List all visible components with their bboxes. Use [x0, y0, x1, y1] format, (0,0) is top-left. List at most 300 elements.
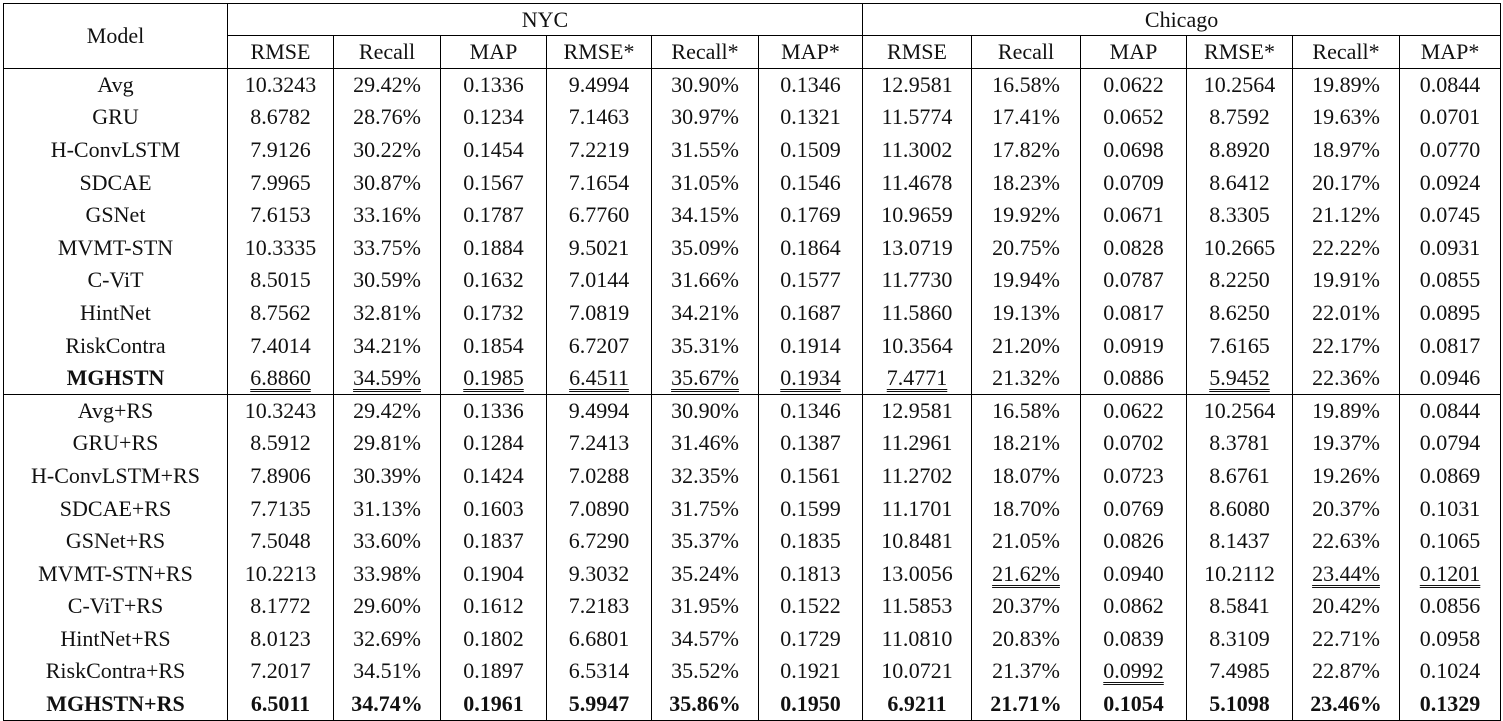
metric-value: 18.07%: [992, 462, 1060, 488]
metric-value-cell: [759, 427, 863, 460]
metric-value-cell: [1293, 557, 1400, 590]
metric-value: 8.5015: [250, 267, 311, 293]
metric-value-cell: [228, 69, 334, 102]
metric-value: 6.4511: [569, 364, 629, 390]
metric-value: 7.2183: [568, 593, 630, 619]
metric-value: 18.70%: [992, 495, 1060, 521]
metric-value: 0.0826: [1103, 528, 1164, 554]
metric-value-cell: [228, 101, 334, 134]
metric-value-cell: [1081, 231, 1187, 264]
metric-value-cell: [334, 394, 441, 427]
metric-value: 0.1921: [780, 658, 841, 684]
metric-value: 19.63%: [1312, 104, 1380, 130]
metric-value: 0.0622: [1103, 72, 1164, 98]
metric-value: 7.7135: [250, 495, 311, 521]
metric-value-cell: [1187, 264, 1293, 297]
metric-value: 0.0701: [1419, 104, 1481, 130]
metric-value: 23.46%: [1310, 690, 1382, 716]
table-row: [4, 101, 1501, 134]
metric-value-cell: [334, 492, 441, 525]
metric-value-cell: [334, 362, 441, 395]
metric-value-cell: [1400, 460, 1501, 493]
table-row: [4, 525, 1501, 558]
metric-value: 20.17%: [1312, 169, 1380, 195]
metric-value-cell: [863, 231, 972, 264]
table-row: [4, 394, 1501, 427]
metric-value: 8.6782: [250, 104, 311, 130]
metric-value: 0.0671: [1103, 202, 1164, 228]
metric-value-cell: [1293, 134, 1400, 167]
metric-value: 0.1612: [463, 593, 524, 619]
metric-value-cell: [228, 623, 334, 656]
metric-value-cell: [334, 199, 441, 232]
metric-value: 35.52%: [671, 658, 739, 684]
metric-value-cell: [547, 394, 652, 427]
metric-value: 13.0056: [881, 560, 953, 586]
metric-header: RMSE: [863, 36, 972, 69]
metric-value-cell: [228, 427, 334, 460]
metric-value-cell: [652, 69, 759, 102]
metric-value: 0.1336: [463, 397, 524, 423]
metric-value-cell: [1293, 264, 1400, 297]
metric-value-cell: [547, 101, 652, 134]
metric-value: 0.1802: [463, 625, 524, 651]
metric-value: 0.1864: [780, 234, 841, 260]
metric-value: 0.1201: [1419, 560, 1481, 586]
metric-value: 20.42%: [1312, 593, 1380, 619]
metric-value: 12.9581: [881, 72, 953, 98]
metric-value-cell: [652, 394, 759, 427]
metric-header: Recall: [334, 36, 441, 69]
metric-value-cell: [1081, 134, 1187, 167]
metric-value-cell: [759, 199, 863, 232]
metric-value-cell: [759, 329, 863, 362]
metric-value-cell: [863, 134, 972, 167]
metric-value-cell: [652, 525, 759, 558]
metric-value: 0.1509: [780, 136, 841, 162]
metric-value: 22.87%: [1312, 658, 1380, 684]
metric-value-cell: [863, 297, 972, 330]
metric-value: 0.1729: [780, 625, 841, 651]
metric-value: 0.1854: [463, 332, 524, 358]
metric-value-cell: [652, 623, 759, 656]
metric-value: 0.0652: [1103, 104, 1164, 130]
metric-value: 0.0992: [1103, 658, 1164, 684]
metric-value: 0.1961: [463, 690, 524, 716]
metric-value-cell: [441, 655, 547, 688]
metric-value-cell: [334, 655, 441, 688]
metric-value-cell: [547, 688, 652, 721]
metric-value-cell: [547, 329, 652, 362]
metric-value-cell: [547, 166, 652, 199]
metric-value: 0.1732: [463, 299, 524, 325]
metric-value: 0.0886: [1103, 364, 1164, 390]
metric-value-cell: [1081, 688, 1187, 721]
metric-value: 0.0958: [1419, 625, 1481, 651]
metric-value-cell: [547, 231, 652, 264]
metric-value-cell: [1400, 264, 1501, 297]
metric-value: 11.5853: [881, 593, 953, 619]
metric-value: 34.59%: [353, 364, 421, 390]
metric-value: 31.55%: [671, 136, 739, 162]
metric-value-cell: [1400, 231, 1501, 264]
metric-value: 0.0862: [1103, 593, 1164, 619]
metric-value-cell: [441, 590, 547, 623]
metric-value-cell: [228, 297, 334, 330]
metric-value-cell: [863, 394, 972, 427]
metric-value: 32.69%: [353, 625, 421, 651]
metric-value: 0.1284: [463, 430, 524, 456]
metric-value: 21.37%: [992, 658, 1060, 684]
metric-value-cell: [1187, 329, 1293, 362]
metric-value-cell: [1187, 492, 1293, 525]
model-name-cell: MVMT-STN: [4, 231, 228, 264]
metric-value-cell: [1400, 199, 1501, 232]
metric-value-cell: [547, 69, 652, 102]
metric-value-cell: [972, 362, 1081, 395]
metric-value-cell: [441, 623, 547, 656]
metric-value: 22.01%: [1312, 299, 1380, 325]
metric-value-cell: [547, 590, 652, 623]
metric-value: 0.0745: [1419, 202, 1481, 228]
metric-value-cell: [1293, 362, 1400, 395]
metric-value-cell: [228, 231, 334, 264]
metric-value-cell: [547, 199, 652, 232]
metric-value-cell: [863, 427, 972, 460]
metric-value-cell: [1081, 525, 1187, 558]
metric-value-cell: [441, 199, 547, 232]
metric-value-cell: [1081, 199, 1187, 232]
metric-value: 6.6801: [568, 625, 630, 651]
metric-value-cell: [863, 590, 972, 623]
metric-value: 0.1813: [780, 560, 841, 586]
metric-value: 6.7207: [568, 332, 630, 358]
metric-value-cell: [547, 655, 652, 688]
results-body: [4, 69, 1501, 721]
metric-value: 31.75%: [671, 495, 739, 521]
metric-value: 19.26%: [1312, 462, 1380, 488]
metric-value-cell: [334, 688, 441, 721]
metric-value: 33.75%: [353, 234, 421, 260]
metric-value: 18.97%: [1312, 136, 1380, 162]
metric-value-cell: [1187, 590, 1293, 623]
metric-value: 0.1934: [780, 364, 841, 390]
metric-value: 31.13%: [353, 495, 421, 521]
metric-value: 0.1632: [463, 267, 524, 293]
model-name-cell: GRU: [4, 101, 228, 134]
metric-value: 19.94%: [992, 267, 1060, 293]
metric-value: 0.1603: [463, 495, 524, 521]
metric-value-cell: [652, 590, 759, 623]
metric-value-cell: [652, 492, 759, 525]
metric-value: 34.21%: [353, 332, 421, 358]
metric-value-cell: [1081, 101, 1187, 134]
metric-value: 0.0869: [1419, 462, 1481, 488]
metric-value-cell: [334, 231, 441, 264]
metric-value-cell: [759, 166, 863, 199]
metric-value: 12.9581: [881, 397, 953, 423]
metric-value: 8.1437: [1209, 528, 1270, 554]
metric-value: 19.89%: [1312, 397, 1380, 423]
metric-value-cell: [972, 101, 1081, 134]
metric-value: 18.21%: [992, 430, 1060, 456]
metric-value-cell: [863, 329, 972, 362]
metric-value: 8.6761: [1209, 462, 1270, 488]
metric-header: RMSE*: [1187, 36, 1293, 69]
metric-value-cell: [1187, 655, 1293, 688]
metric-value: 7.1463: [568, 104, 630, 130]
metric-value: 0.1387: [780, 430, 841, 456]
metric-value: 32.35%: [671, 462, 739, 488]
metric-value: 5.9947: [568, 690, 630, 716]
group-header-nyc: NYC: [228, 4, 863, 36]
metric-value: 33.16%: [353, 202, 421, 228]
metric-value-cell: [1187, 427, 1293, 460]
metric-value: 0.0924: [1419, 169, 1481, 195]
metric-value-cell: [228, 688, 334, 721]
metric-value: 29.81%: [353, 430, 421, 456]
metric-value-cell: [441, 394, 547, 427]
model-name-cell: HintNet+RS: [4, 623, 228, 656]
metric-value-cell: [1081, 557, 1187, 590]
metric-value-cell: [334, 590, 441, 623]
metric-value: 8.3781: [1209, 430, 1270, 456]
metric-value: 33.60%: [353, 528, 421, 554]
metric-value-cell: [652, 557, 759, 590]
metric-value-cell: [1187, 199, 1293, 232]
metric-value-cell: [334, 427, 441, 460]
metric-value: 10.2564: [1203, 72, 1276, 98]
metric-value-cell: [1293, 69, 1400, 102]
metric-value: 7.0288: [568, 462, 630, 488]
metric-value-cell: [972, 460, 1081, 493]
metric-value-cell: [1400, 590, 1501, 623]
metric-value-cell: [972, 590, 1081, 623]
metric-value-cell: [863, 557, 972, 590]
metric-value: 9.3032: [568, 560, 630, 586]
metric-value-cell: [972, 297, 1081, 330]
metric-value-cell: [759, 69, 863, 102]
metric-value-cell: [759, 101, 863, 134]
metric-value-cell: [652, 688, 759, 721]
metric-value: 0.1424: [463, 462, 524, 488]
metric-value-cell: [334, 264, 441, 297]
metric-value-cell: [547, 362, 652, 395]
metric-value: 9.5021: [568, 234, 630, 260]
model-name-cell: GSNet+RS: [4, 525, 228, 558]
metric-value: 7.8906: [250, 462, 311, 488]
metric-value: 30.97%: [671, 104, 739, 130]
metric-value: 6.5314: [568, 658, 630, 684]
metric-value: 19.89%: [1312, 72, 1380, 98]
table-row: [4, 297, 1501, 330]
metric-value: 7.2219: [568, 136, 630, 162]
metric-value: 8.8920: [1209, 136, 1270, 162]
metric-value-cell: [547, 492, 652, 525]
metric-value-cell: [1400, 427, 1501, 460]
metric-value: 7.9965: [250, 169, 311, 195]
metric-value-cell: [863, 101, 972, 134]
metric-value-cell: [334, 557, 441, 590]
metric-value-cell: [1293, 590, 1400, 623]
metric-value-cell: [228, 199, 334, 232]
metric-value-cell: [759, 394, 863, 427]
table-row: [4, 231, 1501, 264]
metric-value: 0.1567: [463, 169, 524, 195]
metric-value: 7.2017: [250, 658, 311, 684]
metric-value: 0.1950: [780, 690, 841, 716]
metric-value: 11.1701: [881, 495, 953, 521]
table-row: [4, 427, 1501, 460]
metric-value: 0.0940: [1103, 560, 1164, 586]
metric-value-cell: [759, 362, 863, 395]
metric-value: 18.23%: [992, 169, 1060, 195]
metric-value: 0.0794: [1419, 430, 1481, 456]
metric-value: 7.0890: [568, 495, 630, 521]
metric-value: 9.4994: [568, 72, 630, 98]
metric-value: 0.1884: [463, 234, 524, 260]
metric-value-cell: [1400, 166, 1501, 199]
metric-value: 8.6250: [1209, 299, 1270, 325]
metric-value: 0.1065: [1419, 528, 1481, 554]
metric-value: 0.1336: [463, 72, 524, 98]
metric-value-cell: [1081, 264, 1187, 297]
metric-value: 0.1835: [780, 528, 841, 554]
metric-value: 0.1769: [780, 202, 841, 228]
metric-value-cell: [1400, 297, 1501, 330]
metric-value-cell: [334, 69, 441, 102]
metric-header: MAP*: [1400, 36, 1501, 69]
metric-value: 10.0721: [881, 658, 953, 684]
metric-value: 33.98%: [353, 560, 421, 586]
metric-value: 0.0844: [1419, 72, 1481, 98]
metric-value: 0.0817: [1419, 332, 1481, 358]
model-name-cell: RiskContra+RS: [4, 655, 228, 688]
metric-value: 13.0719: [881, 234, 953, 260]
metric-value-cell: [759, 297, 863, 330]
metric-value-cell: [334, 525, 441, 558]
metric-value: 30.90%: [671, 72, 739, 98]
metric-value: 35.37%: [671, 528, 739, 554]
metric-value: 11.2702: [881, 462, 953, 488]
metric-value: 10.2112: [1204, 560, 1275, 586]
metric-value-cell: [863, 688, 972, 721]
metric-value: 10.9659: [881, 202, 953, 228]
metric-value: 8.5912: [250, 430, 311, 456]
metric-value: 22.71%: [1312, 625, 1380, 651]
metric-value: 31.95%: [671, 593, 739, 619]
metric-value-cell: [1187, 69, 1293, 102]
metric-value: 6.7290: [568, 528, 630, 554]
metric-value-cell: [441, 297, 547, 330]
metric-value-cell: [652, 427, 759, 460]
metric-value: 0.1329: [1419, 690, 1481, 716]
metric-value-cell: [334, 134, 441, 167]
metric-value: 8.1772: [250, 593, 311, 619]
metric-value-cell: [228, 362, 334, 395]
metric-value: 11.7730: [881, 267, 953, 293]
metric-value-cell: [759, 525, 863, 558]
metric-value: 0.0855: [1419, 267, 1481, 293]
metric-value: 30.22%: [353, 136, 421, 162]
metric-value: 10.3243: [244, 72, 317, 98]
metric-value: 10.3564: [881, 332, 953, 358]
metric-value: 20.37%: [992, 593, 1060, 619]
metric-value: 7.4014: [250, 332, 311, 358]
metric-value-cell: [441, 688, 547, 721]
metric-value: 0.0817: [1103, 299, 1164, 325]
model-name-cell: C-ViT+RS: [4, 590, 228, 623]
metric-value: 31.05%: [671, 169, 739, 195]
metric-value-cell: [652, 231, 759, 264]
metric-header: RMSE*: [547, 36, 652, 69]
metric-value: 0.0787: [1103, 267, 1164, 293]
metric-value: 35.67%: [671, 364, 739, 390]
metric-value-cell: [1293, 101, 1400, 134]
metric-value: 16.58%: [992, 72, 1060, 98]
table-row: [4, 199, 1501, 232]
metric-value-cell: [652, 166, 759, 199]
metric-value-cell: [1400, 101, 1501, 134]
metric-header: MAP: [1081, 36, 1187, 69]
metric-value-cell: [228, 590, 334, 623]
metric-value: 19.13%: [992, 299, 1060, 325]
metric-value: 0.0828: [1103, 234, 1164, 260]
model-name-cell: Avg+RS: [4, 394, 228, 427]
metric-value-cell: [863, 199, 972, 232]
metric-value-cell: [441, 525, 547, 558]
metric-value-cell: [759, 655, 863, 688]
metric-value-cell: [1293, 427, 1400, 460]
metric-value-cell: [1400, 362, 1501, 395]
metric-value: 0.1234: [463, 104, 524, 130]
metric-value: 35.09%: [671, 234, 739, 260]
metric-value-cell: [972, 525, 1081, 558]
model-name-cell: SDCAE: [4, 166, 228, 199]
metric-value-cell: [228, 460, 334, 493]
metric-value-cell: [547, 134, 652, 167]
metric-value-cell: [1400, 655, 1501, 688]
metric-value: 19.37%: [1312, 430, 1380, 456]
metric-value-cell: [547, 623, 652, 656]
metric-value-cell: [1400, 134, 1501, 167]
metric-value-cell: [228, 264, 334, 297]
results-table: [3, 3, 1501, 721]
group-header-chicago: Chicago: [863, 4, 1501, 36]
metric-value: 29.60%: [353, 593, 421, 619]
metric-value: 34.57%: [671, 625, 739, 651]
metric-value-cell: [1187, 394, 1293, 427]
metric-value-cell: [228, 166, 334, 199]
metric-value-cell: [972, 492, 1081, 525]
metric-value: 22.17%: [1312, 332, 1380, 358]
metric-value-cell: [863, 264, 972, 297]
metric-value-cell: [652, 655, 759, 688]
metric-value-cell: [759, 264, 863, 297]
metric-value-cell: [1081, 394, 1187, 427]
metric-value-cell: [652, 460, 759, 493]
metric-value: 0.0769: [1103, 495, 1164, 521]
metric-value-cell: [334, 101, 441, 134]
metric-value: 20.75%: [992, 234, 1060, 260]
table-row: [4, 557, 1501, 590]
metric-value-cell: [972, 623, 1081, 656]
metric-value-cell: [1400, 329, 1501, 362]
metric-value: 8.7562: [250, 299, 311, 325]
metric-value: 8.2250: [1209, 267, 1270, 293]
metric-value: 11.0810: [881, 625, 953, 651]
metric-value-cell: [334, 329, 441, 362]
